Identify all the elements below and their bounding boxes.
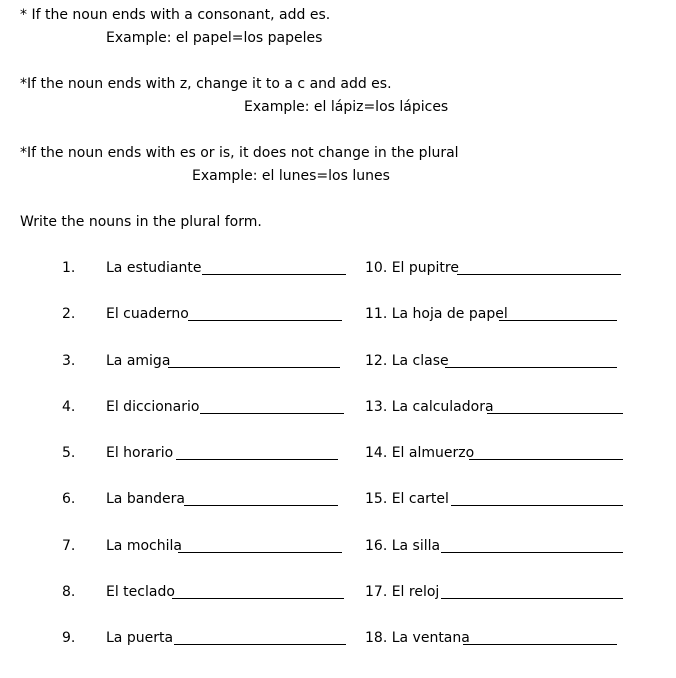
answer-blank[interactable]	[487, 413, 623, 414]
item-word: 17. El reloj	[365, 584, 440, 600]
rule-3-text: *If the noun ends with es or is, it does not change in the plural	[20, 145, 459, 161]
item-word: La puerta	[106, 630, 174, 646]
item-word: 13. La calculadora	[365, 399, 494, 415]
item-number: 6.	[62, 491, 76, 507]
answer-blank[interactable]	[451, 505, 623, 506]
item-word: 18. La ventana	[365, 630, 470, 646]
item-word: La amiga	[106, 353, 171, 369]
item-word: La estudiante	[106, 260, 202, 276]
item-word: El diccionario	[106, 399, 200, 415]
item-word: 10. El pupitre	[365, 260, 459, 276]
answer-blank[interactable]	[176, 459, 338, 460]
answer-blank[interactable]	[172, 598, 344, 599]
item-word: El cuaderno	[106, 306, 189, 322]
item-number: 1.	[62, 260, 76, 276]
instructions: Write the nouns in the plural form.	[20, 214, 262, 230]
rule-2-example: Example: el lápiz=los lápices	[244, 99, 449, 115]
answer-blank[interactable]	[168, 367, 340, 368]
item-word: La mochila	[106, 538, 182, 554]
answer-blank[interactable]	[178, 552, 342, 553]
rule-3-example: Example: el lunes=los lunes	[192, 168, 390, 184]
answer-blank[interactable]	[457, 274, 621, 275]
item-number: 8.	[62, 584, 76, 600]
item-number: 9.	[62, 630, 76, 646]
answer-blank[interactable]	[174, 644, 346, 645]
item-word: El teclado	[106, 584, 175, 600]
rule-1-text: * If the noun ends with a consonant, add es.	[20, 7, 331, 23]
answer-blank[interactable]	[463, 644, 617, 645]
item-word: 11. La hoja de papel	[365, 306, 508, 322]
item-word: 14. El almuerzo	[365, 445, 475, 461]
answer-blank[interactable]	[202, 274, 346, 275]
item-word: La bandera	[106, 491, 186, 507]
answer-blank[interactable]	[499, 320, 617, 321]
item-number: 3.	[62, 353, 76, 369]
item-word: 12. La clase	[365, 353, 449, 369]
answer-blank[interactable]	[188, 320, 342, 321]
answer-blank[interactable]	[184, 505, 338, 506]
rule-1-example: Example: el papel=los papeles	[106, 30, 323, 46]
answer-blank[interactable]	[445, 367, 617, 368]
item-number: 7.	[62, 538, 76, 554]
answer-blank[interactable]	[441, 552, 623, 553]
answer-blank[interactable]	[441, 598, 623, 599]
item-word: 16. La silla	[365, 538, 441, 554]
item-number: 5.	[62, 445, 76, 461]
item-word: 15. El cartel	[365, 491, 449, 507]
item-number: 2.	[62, 306, 76, 322]
answer-blank[interactable]	[469, 459, 623, 460]
item-word: El horario	[106, 445, 174, 461]
item-number: 4.	[62, 399, 76, 415]
answer-blank[interactable]	[200, 413, 344, 414]
rule-2-text: *If the noun ends with z, change it to a c and add es.	[20, 76, 392, 92]
